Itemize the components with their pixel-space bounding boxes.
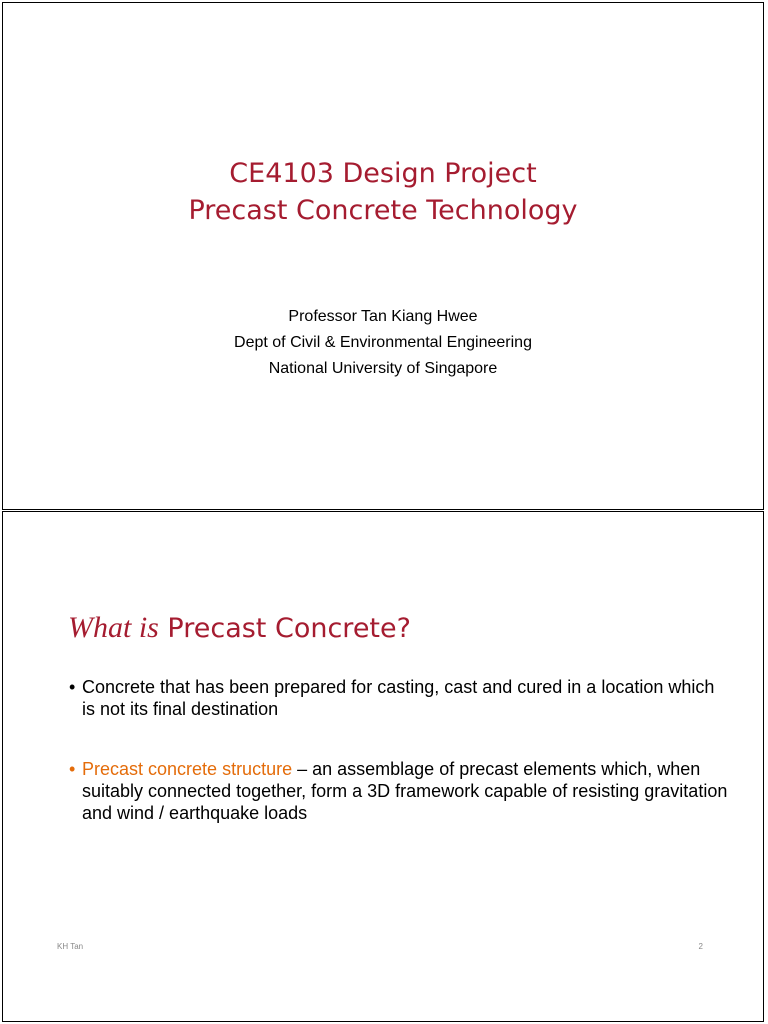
bullet-dot-icon: • [69,677,76,697]
bullet-item-2 [69,758,729,824]
slide-heading [68,610,411,647]
slide-heading-rest: Precast Concrete? [158,613,411,644]
slide-heading-italic: What is [68,611,159,644]
author-name: Professor Tan Kiang Hwee [288,308,478,325]
bullet-dot-icon: • [69,759,76,779]
author-university: National University of Singapore [268,360,498,377]
page-number: 2 [698,942,703,951]
content-slide [2,511,764,1022]
title-slide [2,2,764,510]
bullet-item-1 [69,676,729,720]
slide-title-line-1: CE4103 Design Project [229,158,537,189]
bullet-item-2-rest: – an assemblage of precast elements which, when suitably connected together, form a 3D framework capable of resisting gravitation and wind / earthquake loads [82,759,728,823]
footer-author: KH Tan [57,942,84,951]
slide-title-line-2: Precast Concrete Technology [188,195,578,226]
bullet-item-2-text [82,758,729,824]
bullet-item-1-text: Concrete that has been prepared for casting, cast and cured in a location which is not its final destination [82,677,715,719]
bullet-item-2-highlight: Precast concrete structure [82,759,293,779]
author-department: Dept of Civil & Environmental Engineering [234,334,532,351]
